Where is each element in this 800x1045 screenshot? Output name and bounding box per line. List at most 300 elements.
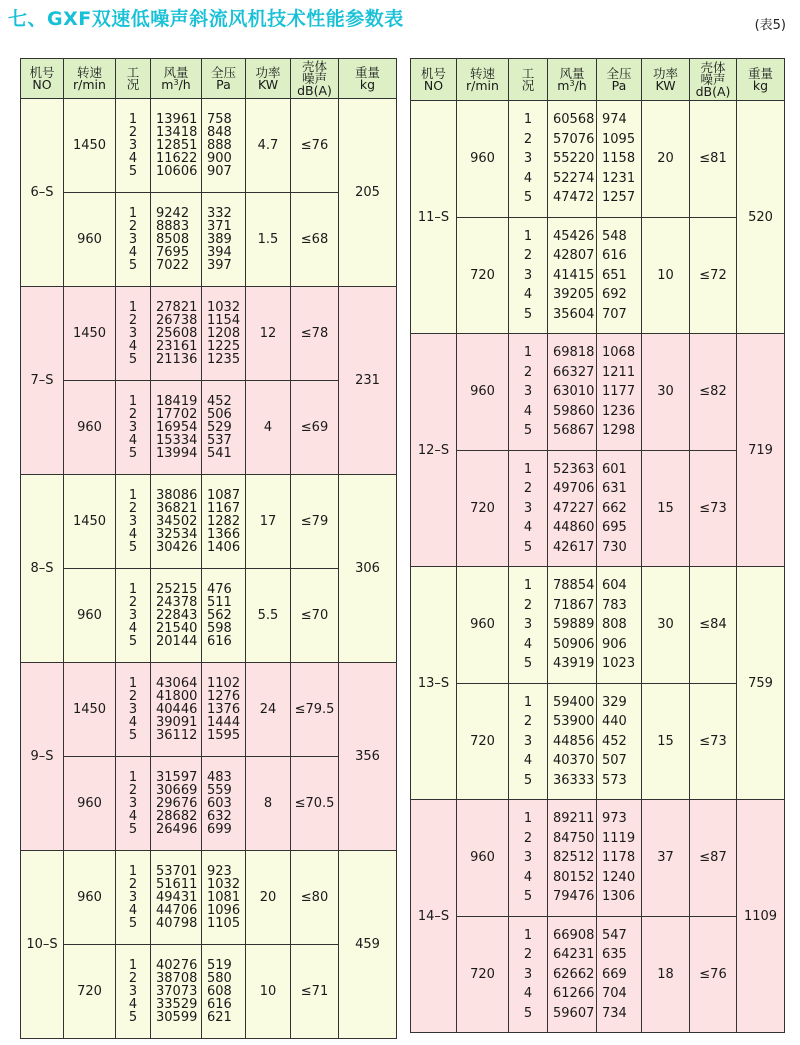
speed-cell: 960 (64, 757, 116, 851)
noise-cell: ≤84 (690, 567, 737, 684)
conditions-value: 3 (523, 151, 533, 166)
airflow-value: 43919 (553, 656, 595, 671)
pressure-value: 695 (602, 520, 627, 535)
airflow-cell (548, 334, 597, 451)
weight-cell: 356 (339, 663, 397, 851)
airflow-cell (548, 800, 597, 917)
pressure-value: 529 (207, 420, 232, 435)
power-cell: 10 (246, 945, 291, 1039)
speed-cell: 720 (457, 450, 509, 567)
pressure-value: 1211 (602, 364, 636, 380)
pressure-value: 394 (207, 245, 232, 260)
power-cell: 15 (642, 683, 690, 800)
model-cell: 13–S (411, 567, 457, 800)
pressure-value: 332 (207, 206, 232, 221)
conditions-cell (116, 287, 151, 381)
noise-cell: ≤79.5 (291, 663, 339, 757)
airflow-value: 44856 (553, 733, 595, 749)
airflow-value: 33529 (156, 997, 198, 1012)
airflow-value: 21136 (156, 352, 198, 367)
weight-cell: 459 (339, 851, 397, 1039)
pressure-value: 559 (207, 783, 232, 798)
airflow-value: 37073 (156, 984, 198, 999)
airflow-value: 39091 (156, 715, 198, 730)
conditions-value: 3 (128, 420, 138, 435)
power-cell: 20 (246, 851, 291, 945)
pressure-cell (597, 450, 642, 567)
noise-cell: ≤73 (690, 450, 737, 567)
conditions-value: 3 (523, 384, 533, 399)
conditions-cell (509, 334, 548, 451)
airflow-cell (151, 381, 202, 475)
conditions-value: 1 (128, 958, 138, 973)
airflow-value: 53900 (553, 714, 595, 729)
airflow-value: 7022 (156, 258, 190, 273)
conditions-cell (509, 217, 548, 334)
speed-cell: 720 (64, 945, 116, 1039)
speed-cell: 720 (457, 916, 509, 1033)
airflow-value: 15334 (156, 433, 198, 448)
pressure-value: 783 (602, 597, 627, 613)
airflow-value: 31597 (156, 770, 198, 785)
header-airflow: 风量 $m^3/h$ (548, 59, 597, 101)
airflow-value: 8508 (156, 232, 190, 247)
pressure-value: 1306 (602, 889, 636, 904)
conditions-value: 2 (128, 971, 138, 986)
speed-cell: 960 (457, 800, 509, 917)
pressure-cell (202, 287, 246, 381)
pressure-value: 1032 (207, 877, 241, 892)
noise-cell: ≤82 (690, 334, 737, 451)
airflow-value: 42617 (553, 539, 595, 555)
pressure-value: 1406 (207, 540, 241, 555)
model-cell: 7–S (21, 287, 64, 475)
speed-cell: 960 (457, 101, 509, 218)
airflow-value: 66327 (553, 364, 595, 380)
airflow-value: 59607 (553, 1005, 595, 1021)
conditions-value: 5 (128, 822, 138, 837)
conditions-value: 5 (128, 634, 138, 649)
header-model: 机号 NO (411, 59, 457, 101)
pressure-value: 440 (602, 714, 627, 729)
conditions-value: 2 (523, 597, 533, 613)
airflow-value: 71867 (553, 597, 595, 613)
airflow-value: 26496 (156, 822, 198, 837)
pressure-cell (202, 569, 246, 663)
weight-cell: 520 (737, 101, 785, 334)
conditions-value: 1 (523, 927, 533, 943)
conditions-cell (116, 193, 151, 287)
airflow-cell (548, 567, 597, 684)
conditions-value: 3 (523, 617, 533, 632)
pressure-value: 616 (207, 634, 232, 649)
conditions-value: 2 (128, 689, 138, 704)
pressure-value: 476 (207, 582, 232, 597)
conditions-value: 3 (128, 608, 138, 623)
conditions-value: 5 (128, 540, 138, 555)
power-cell: 20 (642, 101, 690, 218)
pressure-value: 601 (602, 461, 627, 477)
conditions-value: 5 (523, 423, 533, 438)
noise-cell: ≤73 (690, 683, 737, 800)
conditions-value: 5 (128, 352, 138, 367)
conditions-value: 4 (523, 170, 533, 186)
header-pressure: 全压 Pa (202, 59, 246, 99)
airflow-cell (151, 287, 202, 381)
pressure-value: 1208 (207, 326, 241, 341)
conditions-value: 3 (523, 966, 533, 982)
pressure-value: 1158 (602, 151, 636, 166)
airflow-value: 11622 (156, 151, 198, 166)
power-cell: 17 (246, 475, 291, 569)
speed-cell: 720 (457, 683, 509, 800)
airflow-value: 25608 (156, 326, 198, 341)
pressure-value: 562 (207, 608, 232, 623)
power-cell: 5.5 (246, 569, 291, 663)
conditions-value: 4 (523, 403, 533, 419)
airflow-cell (548, 916, 597, 1033)
power-cell: 15 (642, 450, 690, 567)
speed-cell: 720 (457, 217, 509, 334)
noise-cell: ≤79 (291, 475, 339, 569)
airflow-cell (151, 193, 202, 287)
conditions-value: 2 (128, 501, 138, 516)
airflow-value: 29676 (156, 796, 198, 811)
pressure-value: 1298 (602, 423, 636, 438)
airflow-value: 18419 (156, 394, 198, 409)
conditions-value: 1 (523, 578, 533, 593)
airflow-value: 45426 (553, 228, 595, 244)
data-row (411, 217, 785, 334)
airflow-value: 30669 (156, 783, 198, 798)
airflow-value: 13994 (156, 446, 198, 461)
conditions-value: 2 (128, 783, 138, 798)
airflow-value: 40276 (156, 958, 198, 973)
header-model: 机号 NO (21, 59, 64, 99)
data-row (411, 567, 785, 684)
conditions-cell (116, 757, 151, 851)
airflow-value: 32534 (156, 527, 198, 542)
conditions-value: 4 (523, 520, 533, 535)
airflow-value: 13961 (156, 112, 198, 127)
pressure-value: 888 (207, 138, 232, 153)
pressure-value: 662 (602, 500, 627, 516)
right-performance-table (410, 58, 785, 1033)
airflow-value: 30426 (156, 540, 198, 555)
pressure-value: 1023 (602, 656, 636, 671)
speed-cell: 1450 (64, 475, 116, 569)
left-performance-table (20, 58, 397, 1039)
weight-cell: 759 (737, 567, 785, 800)
data-row (21, 475, 397, 569)
header-condition: 工 况 (116, 59, 151, 99)
conditions-value: 1 (128, 488, 138, 503)
power-cell: 12 (246, 287, 291, 381)
conditions-value: 2 (128, 877, 138, 892)
conditions-value: 1 (128, 582, 138, 597)
data-row (21, 99, 397, 193)
data-row (21, 663, 397, 757)
airflow-cell (548, 683, 597, 800)
airflow-value: 39205 (553, 287, 595, 302)
noise-cell: ≤70 (291, 569, 339, 663)
airflow-cell (151, 851, 202, 945)
airflow-value: 9242 (156, 206, 190, 221)
airflow-value: 59889 (553, 617, 595, 632)
data-row (411, 334, 785, 451)
data-row (411, 101, 785, 218)
airflow-value: 42807 (553, 248, 595, 263)
airflow-cell (548, 450, 597, 567)
airflow-value: 63010 (553, 384, 595, 399)
airflow-cell (151, 757, 202, 851)
airflow-value: 52363 (553, 461, 595, 477)
airflow-value: 79476 (553, 889, 595, 904)
airflow-value: 49706 (553, 481, 595, 496)
pressure-cell (597, 567, 642, 684)
pressure-value: 389 (207, 232, 232, 247)
airflow-cell (151, 99, 202, 193)
pressure-value: 1154 (207, 313, 241, 328)
conditions-value: 5 (523, 306, 533, 322)
conditions-cell (509, 101, 548, 218)
model-cell: 9–S (21, 663, 64, 851)
pressure-value: 1236 (602, 403, 636, 419)
airflow-value: 59400 (553, 694, 595, 710)
pressure-value: 1032 (207, 300, 241, 315)
conditions-value: 1 (128, 394, 138, 409)
header-speed: 转速 r/min (64, 59, 116, 99)
airflow-value: 52274 (553, 170, 595, 186)
airflow-value: 40798 (156, 916, 198, 931)
power-cell: 18 (642, 916, 690, 1033)
pressure-value: 548 (602, 228, 627, 244)
conditions-value: 4 (128, 433, 138, 448)
airflow-value: 28682 (156, 809, 198, 824)
model-cell: 10–S (21, 851, 64, 1039)
conditions-value: 1 (523, 694, 533, 710)
conditions-value: 5 (128, 258, 138, 273)
pressure-value: 900 (207, 151, 232, 166)
pressure-cell (597, 334, 642, 451)
airflow-value: 7695 (156, 245, 190, 260)
pressure-value: 1276 (207, 689, 241, 704)
conditions-value: 5 (523, 1005, 533, 1021)
noise-cell: ≤81 (690, 101, 737, 218)
conditions-cell (116, 945, 151, 1039)
conditions-value: 2 (128, 125, 138, 140)
pressure-value: 511 (207, 595, 232, 610)
data-row (411, 450, 785, 567)
power-cell: 1.5 (246, 193, 291, 287)
airflow-value: 89211 (553, 811, 595, 826)
pressure-value: 452 (207, 394, 232, 409)
conditions-cell (116, 381, 151, 475)
conditions-value: 3 (128, 890, 138, 905)
airflow-value: 27821 (156, 300, 198, 315)
weight-cell: 231 (339, 287, 397, 475)
pressure-value: 734 (602, 1005, 627, 1021)
conditions-value: 1 (523, 112, 533, 127)
speed-cell: 960 (457, 334, 509, 451)
power-cell: 37 (642, 800, 690, 917)
pressure-value: 1231 (602, 170, 636, 186)
pressure-value: 1081 (207, 890, 241, 905)
airflow-value: 47472 (553, 190, 595, 205)
airflow-value: 66908 (553, 927, 595, 943)
airflow-value: 21540 (156, 621, 198, 636)
data-row (411, 916, 785, 1033)
weight-cell: 719 (737, 334, 785, 567)
airflow-cell (548, 217, 597, 334)
speed-cell: 1450 (64, 287, 116, 381)
conditions-value: 2 (128, 219, 138, 234)
airflow-value: 43064 (156, 676, 198, 691)
airflow-value: 16954 (156, 420, 198, 435)
pressure-cell (202, 851, 246, 945)
airflow-value: 64231 (553, 947, 595, 962)
conditions-cell (116, 475, 151, 569)
pressure-value: 452 (602, 733, 627, 749)
airflow-value: 41800 (156, 689, 198, 704)
conditions-value: 4 (128, 527, 138, 542)
airflow-value: 41415 (553, 267, 595, 283)
speed-cell: 960 (64, 381, 116, 475)
pressure-value: 1095 (602, 131, 636, 147)
airflow-value: 30599 (156, 1010, 198, 1025)
pressure-value: 541 (207, 446, 232, 461)
airflow-value: 23161 (156, 339, 198, 354)
noise-cell: ≤76 (291, 99, 339, 193)
pressure-value: 621 (207, 1010, 232, 1025)
pressure-value: 371 (207, 219, 232, 234)
conditions-cell (509, 800, 548, 917)
conditions-value: 2 (523, 714, 533, 729)
conditions-value: 3 (128, 514, 138, 529)
conditions-value: 1 (128, 206, 138, 221)
airflow-value: 62662 (553, 966, 595, 982)
pressure-value: 573 (602, 772, 627, 788)
pressure-value: 631 (602, 481, 627, 496)
pressure-value: 547 (602, 927, 627, 943)
conditions-value: 5 (523, 656, 533, 671)
conditions-value: 1 (523, 811, 533, 826)
airflow-value: 22843 (156, 608, 198, 623)
conditions-value: 2 (523, 131, 533, 147)
airflow-value: 20144 (156, 634, 198, 649)
header-row (21, 59, 397, 99)
pressure-value: 1119 (602, 830, 636, 846)
airflow-value: 38086 (156, 488, 198, 503)
conditions-value: 4 (128, 997, 138, 1012)
header-weight: 重量 kg (339, 59, 397, 99)
data-row (21, 287, 397, 381)
noise-cell: ≤69 (291, 381, 339, 475)
pressure-value: 397 (207, 258, 232, 273)
conditions-value: 5 (523, 889, 533, 904)
conditions-cell (116, 569, 151, 663)
pressure-value: 519 (207, 958, 232, 973)
airflow-value: 78854 (553, 578, 595, 593)
power-cell: 4.7 (246, 99, 291, 193)
pressure-value: 1167 (207, 501, 241, 516)
conditions-value: 3 (128, 326, 138, 341)
airflow-value: 25215 (156, 582, 198, 597)
pressure-value: 1376 (207, 702, 241, 717)
noise-cell: ≤68 (291, 193, 339, 287)
pressure-cell (202, 99, 246, 193)
header-condition: 工 况 (509, 59, 548, 101)
conditions-value: 3 (128, 984, 138, 999)
pressure-value: 616 (602, 248, 627, 263)
pressure-value: 483 (207, 770, 232, 785)
pressure-value: 604 (602, 578, 627, 593)
header-power: 功率 KW (246, 59, 291, 99)
pressure-value: 1102 (207, 676, 241, 691)
pressure-value: 1257 (602, 190, 636, 205)
airflow-value: 26738 (156, 313, 198, 328)
speed-cell: 960 (64, 569, 116, 663)
pressure-value: 1282 (207, 514, 241, 529)
conditions-value: 3 (523, 267, 533, 283)
conditions-value: 5 (128, 916, 138, 931)
pressure-value: 1087 (207, 488, 241, 503)
airflow-cell (548, 101, 597, 218)
airflow-cell (151, 945, 202, 1039)
speed-cell: 960 (64, 193, 116, 287)
conditions-value: 1 (523, 345, 533, 360)
conditions-value: 4 (523, 753, 533, 768)
table-number: (表5) (754, 18, 786, 33)
airflow-value: 53701 (156, 864, 198, 879)
airflow-value: 8883 (156, 219, 190, 234)
airflow-value: 35604 (553, 306, 595, 322)
airflow-value: 44860 (553, 520, 595, 535)
conditions-value: 4 (128, 621, 138, 636)
airflow-value: 59860 (553, 403, 595, 419)
airflow-value: 12851 (156, 138, 198, 153)
conditions-value: 2 (128, 407, 138, 422)
pressure-cell (202, 475, 246, 569)
conditions-value: 4 (523, 287, 533, 302)
conditions-value: 1 (128, 864, 138, 879)
conditions-value: 1 (128, 112, 138, 127)
header-pressure: 全压 Pa (597, 59, 642, 101)
pressure-value: 651 (602, 267, 627, 283)
pressure-cell (202, 663, 246, 757)
pressure-value: 506 (207, 407, 232, 422)
pressure-value: 1096 (207, 903, 241, 918)
pressure-value: 1068 (602, 345, 636, 360)
conditions-value: 3 (523, 733, 533, 749)
pressure-value: 704 (602, 986, 627, 1001)
airflow-cell (151, 569, 202, 663)
airflow-value: 10606 (156, 164, 198, 179)
conditions-value: 3 (128, 702, 138, 717)
conditions-cell (509, 916, 548, 1033)
model-cell: 8–S (21, 475, 64, 663)
pressure-value: 848 (207, 125, 232, 140)
conditions-cell (116, 99, 151, 193)
pressure-value: 635 (602, 947, 627, 962)
airflow-value: 17702 (156, 407, 198, 422)
model-cell: 6–S (21, 99, 64, 287)
pressure-value: 692 (602, 287, 627, 302)
model-cell: 11–S (411, 101, 457, 334)
conditions-value: 5 (523, 772, 533, 788)
speed-cell: 960 (64, 851, 116, 945)
conditions-cell (509, 567, 548, 684)
